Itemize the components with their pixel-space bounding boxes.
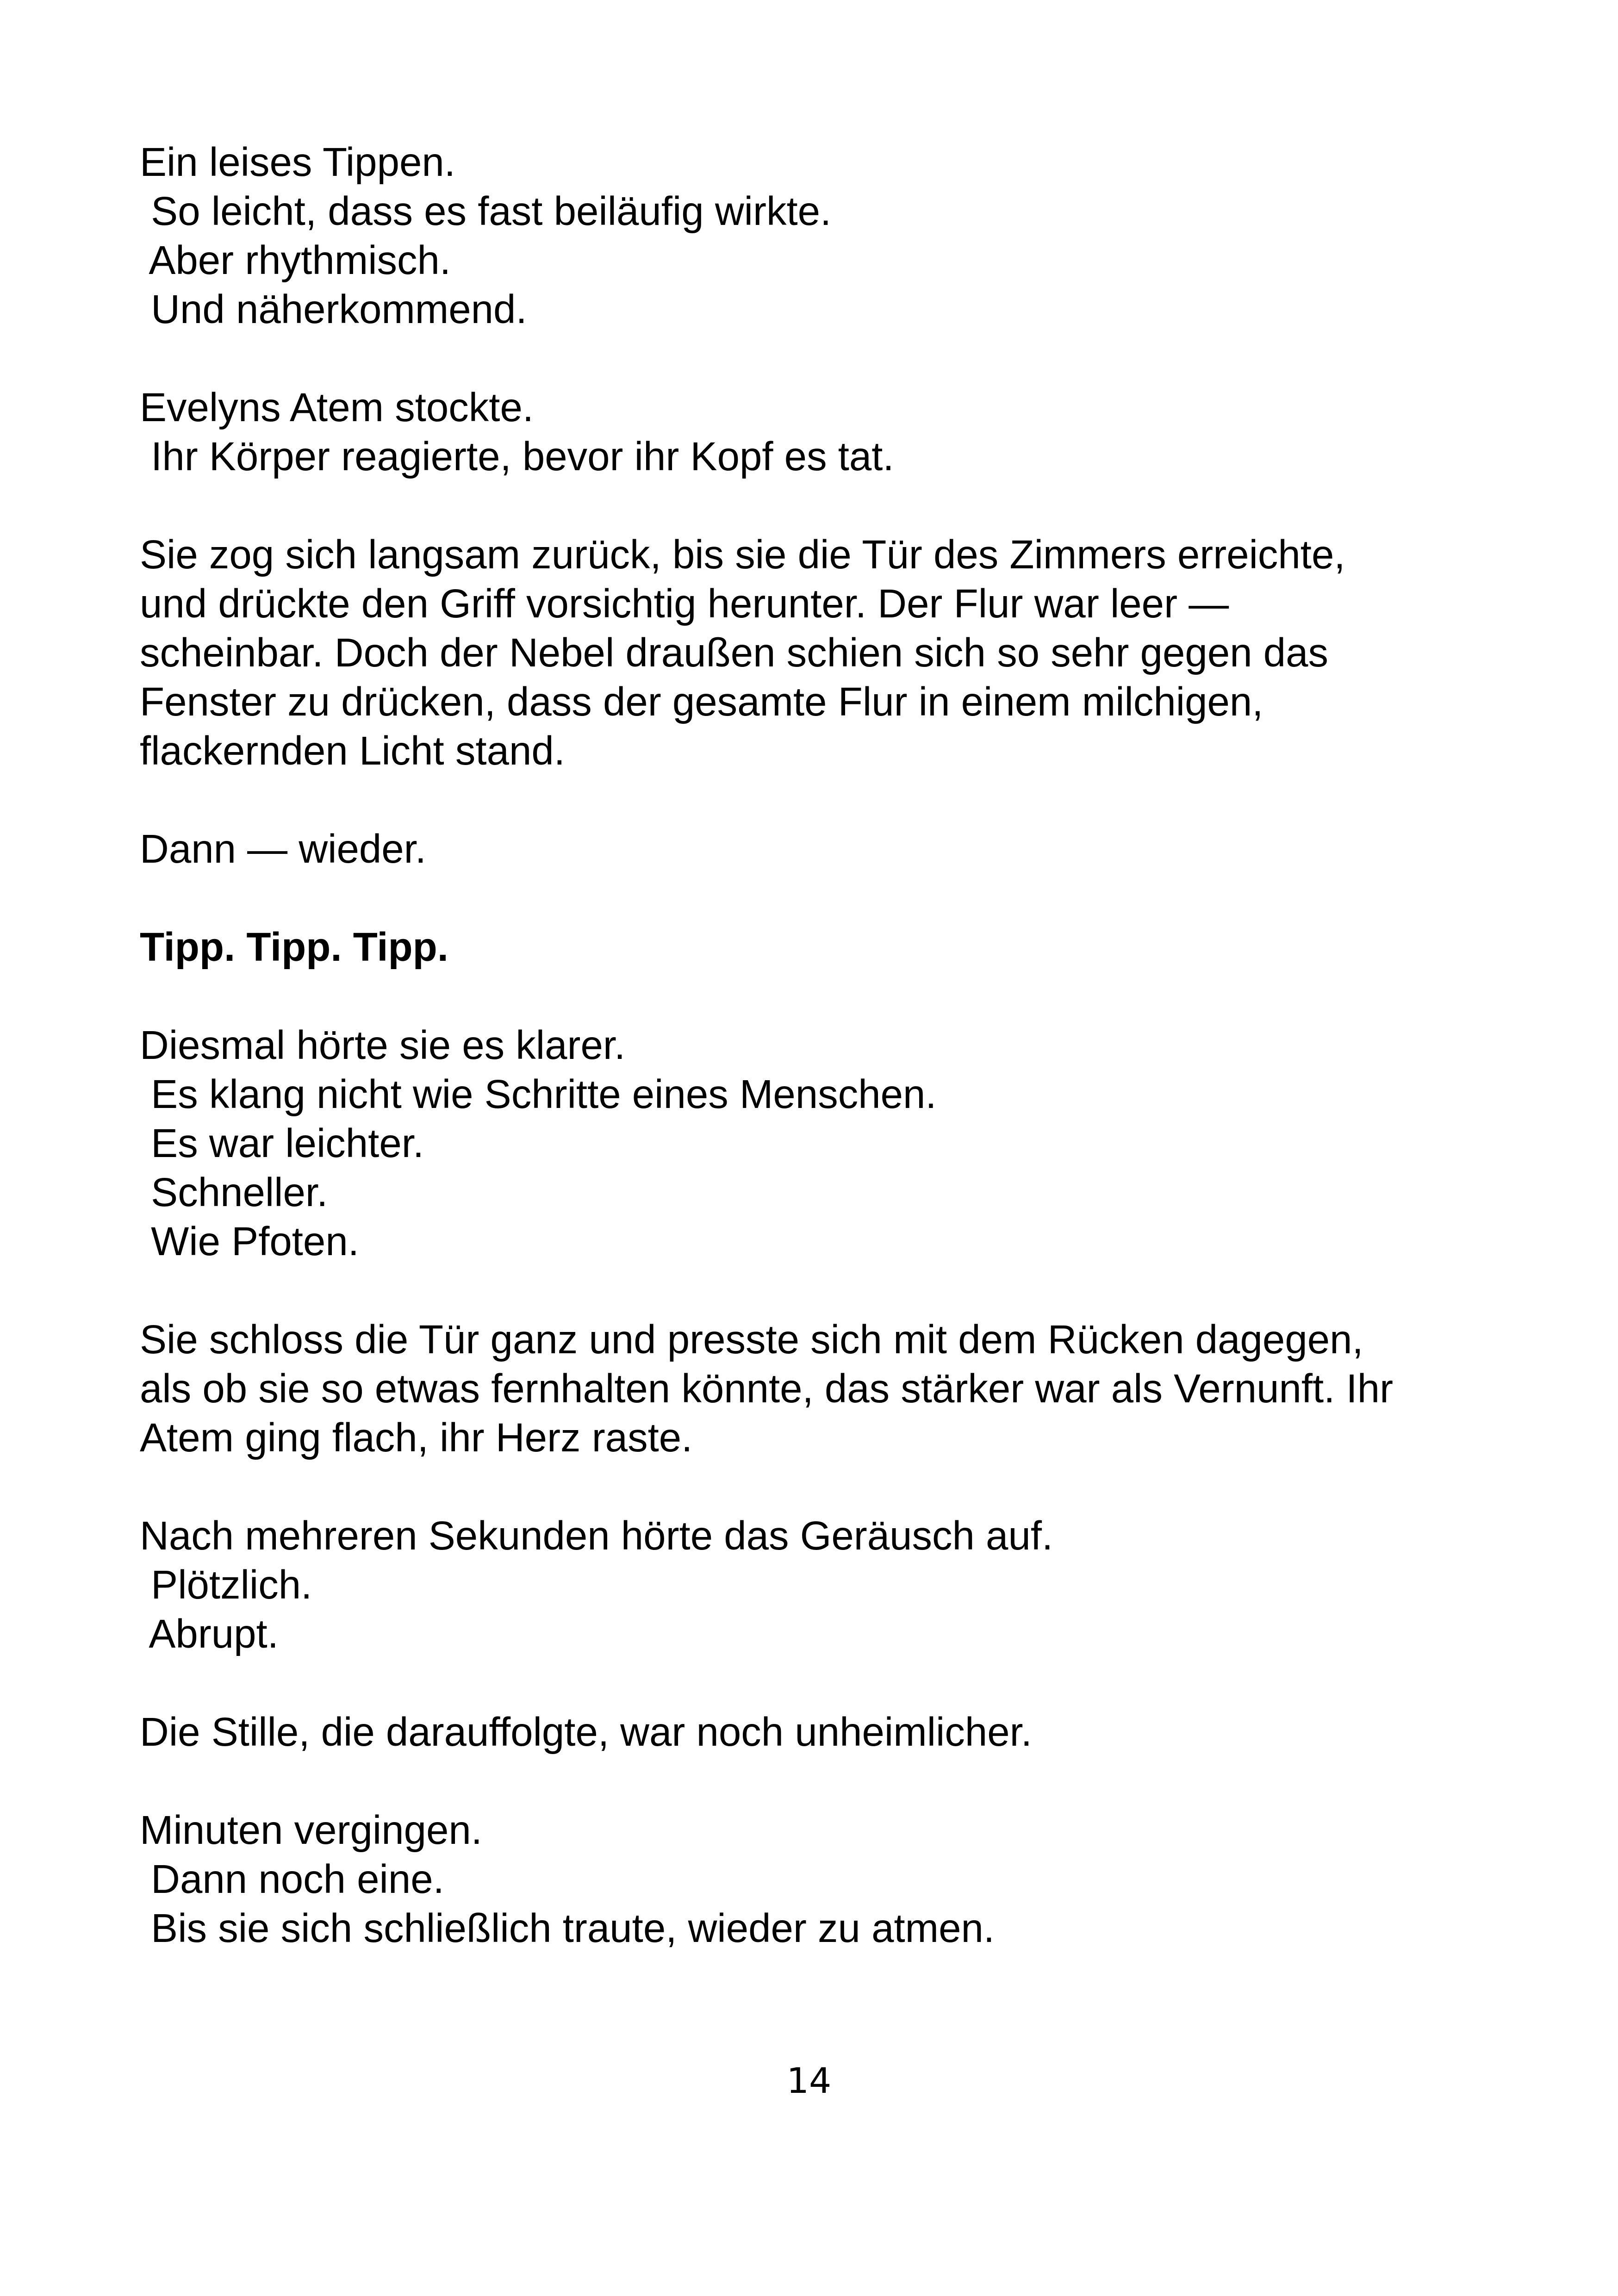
text-line: Es war leichter. bbox=[140, 1121, 424, 1166]
text-line: So leicht, dass es fast beiläufig wirkte. bbox=[140, 189, 832, 234]
body-text bbox=[140, 138, 1482, 2002]
text-line: Aber rhythmisch. bbox=[140, 238, 451, 283]
text-line: Dann noch eine. bbox=[140, 1857, 444, 1902]
paragraph bbox=[140, 1806, 1482, 1953]
text-line: Minuten vergingen. bbox=[140, 1808, 482, 1853]
text-line: Und näherkommend. bbox=[140, 287, 527, 332]
text-line: Wie Pfoten. bbox=[140, 1219, 359, 1264]
paragraph bbox=[140, 530, 1482, 776]
text-line: Sie zog sich langsam zurück, bis sie die Tür des Zimmers erreichte, bbox=[140, 532, 1345, 577]
text-line: Plötzlich. bbox=[140, 1562, 312, 1607]
text-line: Diesmal hörte sie es klarer. bbox=[140, 1023, 626, 1068]
text-line: Tipp. Tipp. Tipp. bbox=[140, 925, 448, 970]
text-line: Es klang nicht wie Schritte eines Menschen. bbox=[140, 1072, 937, 1117]
paragraph bbox=[140, 383, 1482, 481]
page-number: 14 bbox=[786, 2060, 832, 2101]
text-line: Die Stille, die darauffolgte, war noch unheimlicher. bbox=[140, 1710, 1032, 1755]
text-line: Atem ging flach, ihr Herz raste. bbox=[140, 1415, 693, 1460]
text-line: Abrupt. bbox=[140, 1612, 279, 1656]
text-line: scheinbar. Doch der Nebel draußen schien sich so sehr gegen das bbox=[140, 630, 1329, 675]
text-line: flackernden Licht stand. bbox=[140, 728, 565, 773]
text-line: Fenster zu drücken, dass der gesamte Flur in einem milchigen, bbox=[140, 679, 1263, 724]
text-line: Schneller. bbox=[140, 1170, 328, 1215]
text-line: Sie schloss die Tür ganz und presste sich mit dem Rücken dagegen, bbox=[140, 1317, 1363, 1362]
text-line: Nach mehreren Sekunden hörte das Geräusch auf. bbox=[140, 1513, 1053, 1558]
text-line: Ihr Körper reagierte, bevor ihr Kopf es tat. bbox=[140, 434, 894, 479]
paragraph bbox=[140, 1512, 1482, 1659]
paragraph bbox=[140, 1315, 1482, 1462]
text-line: als ob sie so etwas fernhalten könnte, das stärker war als Vernunft. Ihr bbox=[140, 1366, 1394, 1411]
text-line: Bis sie sich schließlich traute, wieder zu atmen. bbox=[140, 1906, 995, 1951]
paragraph bbox=[140, 1708, 1482, 1757]
paragraph bbox=[140, 138, 1482, 334]
paragraph bbox=[140, 923, 1482, 972]
text-line: Ein leises Tippen. bbox=[140, 140, 455, 185]
text-line: und drückte den Griff vorsichtig herunter. Der Flur war leer — bbox=[140, 581, 1229, 626]
paragraph bbox=[140, 1021, 1482, 1266]
text-line: Dann — wieder. bbox=[140, 827, 426, 871]
paragraph bbox=[140, 825, 1482, 874]
text-line: Evelyns Atem stockte. bbox=[140, 385, 534, 430]
